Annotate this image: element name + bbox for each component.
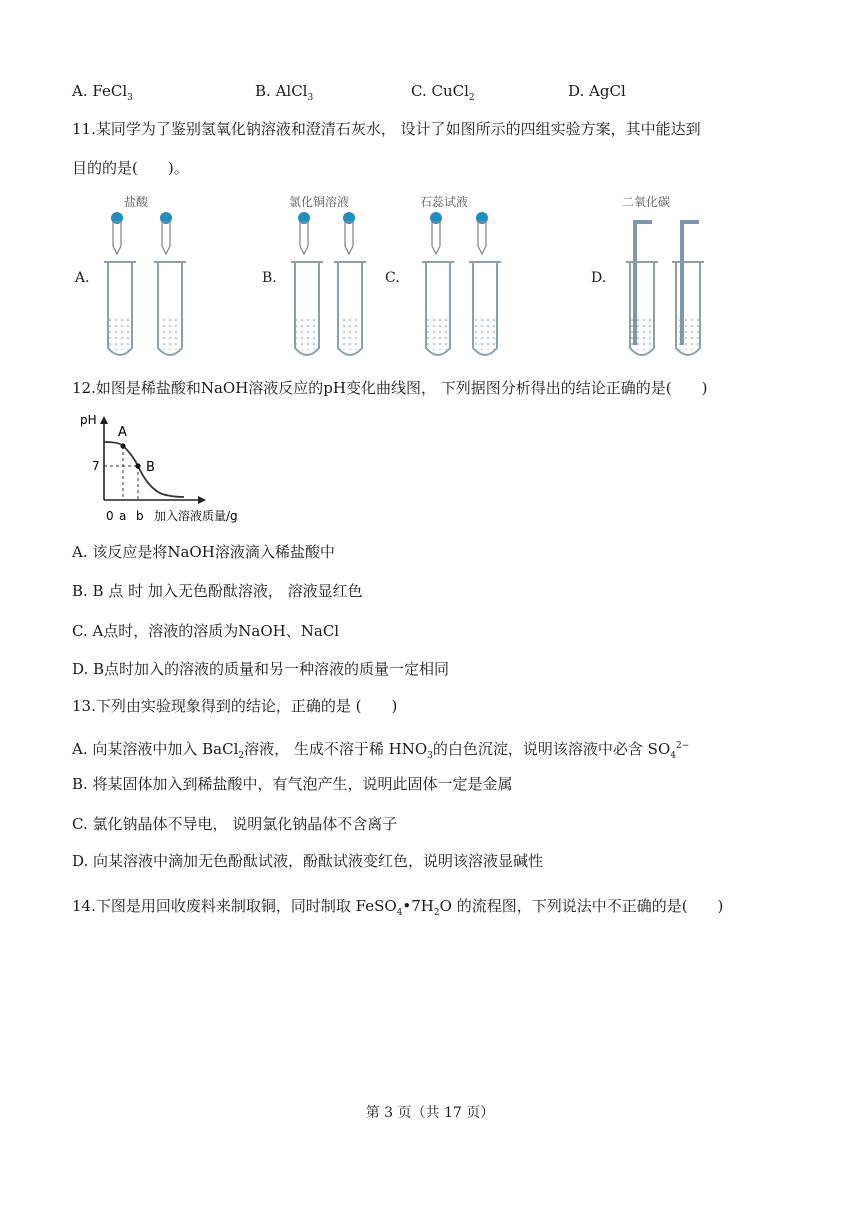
q11-letter-b: B. — [262, 270, 277, 286]
q13-option-c: C. 氯化钠晶体不导电， 说明氯化钠晶体不含离子 — [72, 815, 398, 833]
q13-option-d: D. 向某溶液中滴加无色酚酞试液，酚酞试液变红色，说明该溶液显碱性 — [72, 852, 544, 870]
graph-tick-a: a — [119, 509, 127, 523]
q10-option-d: D. AgCl — [568, 82, 626, 100]
q12-option-d: D. B点时加入的溶液的质量和另一种溶液的质量一定相同 — [72, 660, 450, 678]
dropper-icon — [343, 212, 355, 254]
graph-tick-7: 7 — [92, 459, 100, 473]
q12-option-a: A. 该反应是将NaOH溶液滴入稀盐酸中 — [72, 543, 335, 561]
test-tube-icon — [154, 262, 186, 355]
dropper-icon — [111, 212, 123, 254]
q10-option-a: A. FeCl$_3$ — [72, 82, 133, 103]
page-footer: 第 3 页（共 17 页） — [365, 1105, 495, 1121]
dropper-icon — [476, 212, 488, 254]
graph-y-label: pH — [80, 413, 97, 427]
graph-point-a: A — [118, 425, 127, 440]
q10-option-c: C. CuCl$_2$ — [411, 82, 475, 103]
test-tube-icon — [334, 262, 366, 355]
q12-stem: 12.如图是稀盐酸和NaOH溶液反应的pH变化曲线图， 下列据图分析得出的结论正确的是( ) — [72, 379, 708, 397]
q12-option-b: B. B 点 时 加入无色酚酞溶液， 溶液显红色 — [72, 582, 363, 600]
q11-letter-c: C. — [385, 270, 400, 286]
graph-point-b: B — [146, 460, 155, 475]
q11-stem-line2: 目的的是( )。 — [72, 159, 189, 177]
dropper-icon — [160, 212, 172, 254]
q11-letter-a: A. — [75, 270, 90, 286]
q13-stem: 13.下列由实验现象得到的结论，正确的是 ( ) — [72, 697, 398, 715]
q14-number: 14. — [72, 897, 96, 915]
q10-option-b: B. AlCl$_3$ — [255, 82, 314, 103]
gas-tube-icon — [626, 222, 658, 355]
experiment-illustration — [0, 0, 860, 370]
q13-option-a: A. 向某溶液中加入 BaCl$_2$溶液， 生成不溶于稀 $HNO_3$的白色沉淀，说明该溶液中必含 $SO_4^{2-}$ — [72, 740, 690, 761]
test-tube-icon — [291, 262, 323, 355]
graph-tick-b: b — [136, 509, 144, 523]
dropper-icon — [298, 212, 310, 254]
test-tube-icon — [469, 262, 501, 355]
label-carbon-dioxide: 二氧化碳 — [622, 195, 671, 209]
ph-curve-graph — [72, 404, 272, 534]
q14-stem: 14.下图是用回收废料来制取铜，同时制取 $FeSO_4•7H_2O$ 的流程图，下列说法中不正确的是( ) — [72, 897, 724, 918]
label-hydrochloric-acid: 盐酸 — [124, 195, 149, 209]
q11-letter-d: D. — [591, 270, 607, 286]
label-copper-chloride: 氯化铜溶液 — [289, 195, 350, 209]
test-tube-icon — [104, 262, 136, 355]
q11-stem-line1: 11.某同学为了鉴别氢氧化钠溶液和澄清石灰水， 设计了如图所示的四组实验方案，其中能达到 — [72, 120, 701, 138]
q13-option-b: B. 将某固体加入到稀盐酸中，有气泡产生，说明此固体一定是金属 — [72, 775, 513, 793]
gas-tube-icon — [672, 222, 704, 355]
test-tube-icon — [422, 262, 454, 355]
dropper-icon — [430, 212, 442, 254]
graph-origin: 0 — [106, 509, 114, 523]
label-litmus: 石蕊试液 — [420, 195, 469, 209]
graph-x-label: 加入溶液质量/g — [154, 509, 238, 523]
q12-option-c: C. A点时，溶液的溶质为NaOH、NaCl — [72, 622, 340, 640]
